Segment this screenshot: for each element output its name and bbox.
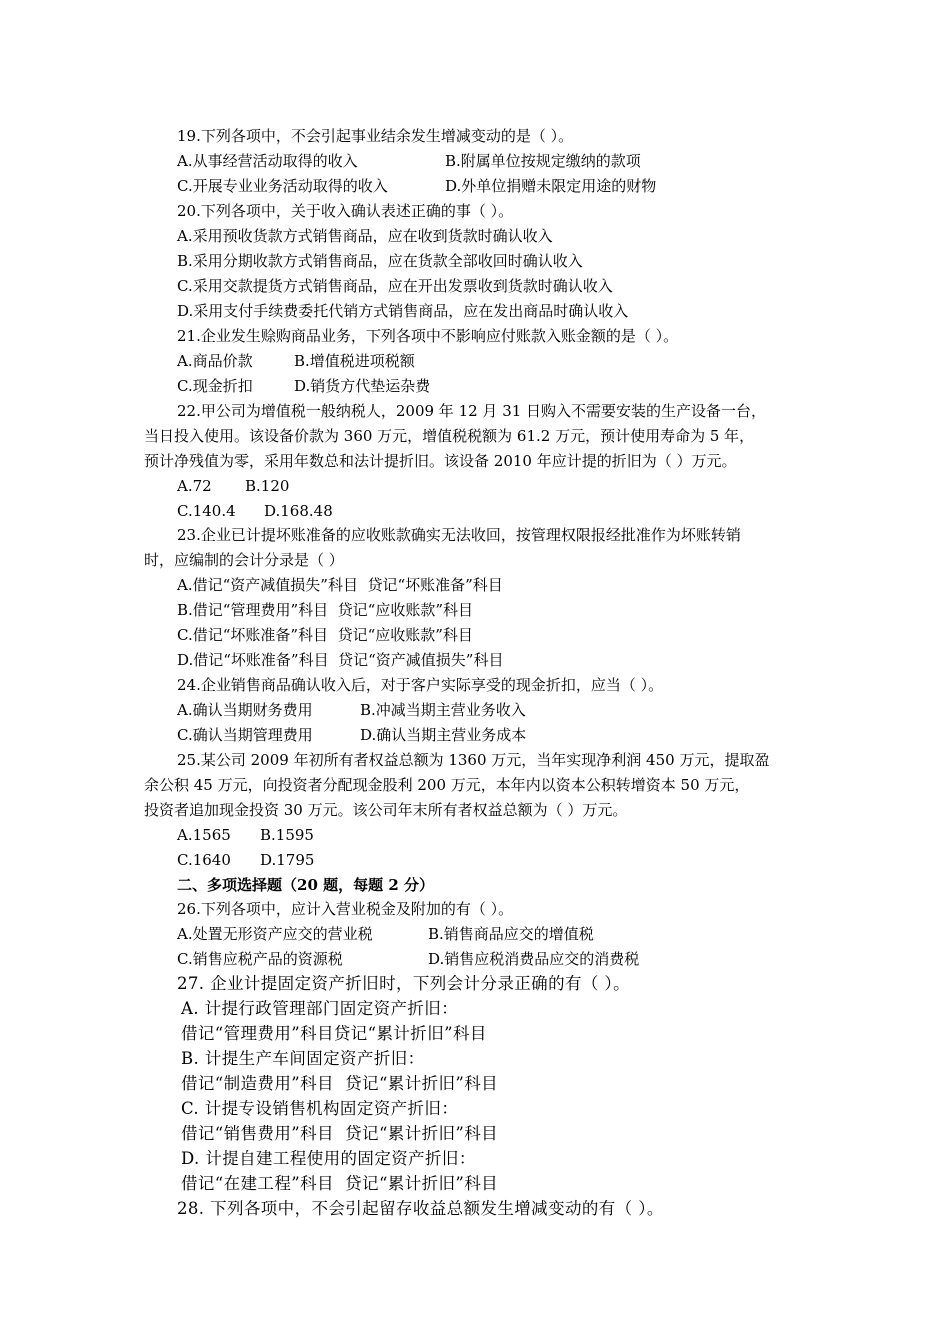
question-23-line-2: 时，应编制的会计分录是（ ） [144,551,344,569]
question-19-option-b: B.附属单位按规定缴纳的款项 [445,152,641,170]
question-25-option-a: A.1565 [177,826,231,844]
question-26-option-c: C.销售应税产品的资源税 [177,950,343,968]
question-23-option-a: A.借记“资产减值损失”科目 贷记“坏账准备”科目 [177,576,503,594]
question-24-option-a: A.确认当期财务费用 [177,701,313,719]
question-23-option-d: D.借记“坏账准备”科目 贷记“资产减值损失”科目 [177,651,504,669]
question-23-line-1: 23.企业已计提坏账准备的应收账款确实无法收回，按管理权限报经批准作为坏账转销 [177,526,741,544]
question-27-option-c: C. 计提专设销售机构固定资产折旧： [181,1099,459,1118]
question-22-line-1: 22.甲公司为增值税一般纳税人，2009 年 12 月 31 日购入不需要安装的生产设备一台， [177,402,767,420]
question-22-option-b: B.120 [245,477,290,495]
question-26-option-b: B.销售商品应交的增值税 [428,925,594,943]
question-23-option-c: C.借记“坏账准备”科目 贷记“应收账款”科目 [177,626,473,644]
question-27-option-a: A. 计提行政管理部门固定资产折旧： [181,999,459,1018]
question-27-option-a-entry: 借记“管理费用”科目贷记“累计折旧”科目 [181,1024,487,1043]
question-21-option-d: D.销货方代垫运杂费 [294,377,431,395]
question-20-option-b: B.采用分期收款方式销售商品，应在货款全部收回时确认收入 [177,252,583,270]
question-25-line-2: 余公积 45 万元，向投资者分配现金股利 200 万元，本年内以资本公积转增资本 50 万元， [144,776,750,794]
question-19-option-a: A.从事经营活动取得的收入 [177,152,358,170]
question-26-option-a: A.处置无形资产应交的营业税 [177,925,373,943]
question-23-option-b: B.借记“管理费用”科目 贷记“应收账款”科目 [177,601,474,619]
question-21-option-b: B.增值税进项税额 [294,352,415,370]
question-21-stem: 21.企业发生赊购商品业务，下列各项中不影响应付账款入账金额的是（ ）。 [177,327,679,345]
question-27-option-d: D. 计提自建工程使用的固定资产折旧： [181,1149,476,1168]
question-24-option-b: B.冲减当期主营业务收入 [360,701,526,719]
question-21-option-a: A.商品价款 [177,352,253,370]
question-20-stem: 20.下列各项中，关于收入确认表述正确的事（ ）。 [177,202,514,220]
question-20-option-a: A.采用预收货款方式销售商品，应在收到货款时确认收入 [177,227,553,245]
question-25-line-1: 25.某公司 2009 年初所有者权益总额为 1360 万元，当年实现净利润 450 万元，提取盈 [177,751,770,769]
question-27-option-d-entry: 借记“在建工程”科目 贷记“累计折旧”科目 [181,1174,499,1193]
question-24-stem: 24.企业销售商品确认收入后，对于客户实际享受的现金折扣，应当（ ）。 [177,676,664,694]
question-22-line-2: 当日投入使用。该设备价款为 360 万元，增值税税额为 61.2 万元，预计使用寿命为 5 年， [144,427,755,445]
question-25-option-c: C.1640 [177,851,231,869]
question-22-line-3: 预计净残值为零，采用年数总和法计提折旧。该设备 2010 年应计提的折旧为（ ）万元。 [144,452,737,470]
question-24-option-c: C.确认当期管理费用 [177,726,313,744]
question-22-option-c: C.140.4 [177,502,236,520]
question-20-option-c: C.采用交款提货方式销售商品，应在开出发票收到货款时确认收入 [177,277,613,295]
question-25-option-d: D.1795 [260,851,315,869]
question-22-option-a: A.72 [177,477,212,495]
question-26-option-d: D.销售应税消费品应交的消费税 [428,950,640,968]
question-27-option-c-entry: 借记“销售费用”科目 贷记“累计折旧”科目 [181,1124,499,1143]
question-21-option-c: C.现金折扣 [177,377,253,395]
question-19-option-d: D.外单位捐赠未限定用途的财物 [445,177,657,195]
question-27-stem: 27. 企业计提固定资产折旧时，下列会计分录正确的有（ ）。 [177,974,630,993]
question-25-line-3: 投资者追加现金投资 30 万元。该公司年末所有者权益总额为（ ）万元。 [144,801,628,819]
question-25-option-b: B.1595 [260,826,314,844]
question-19-option-c: C.开展专业业务活动取得的收入 [177,177,388,195]
question-27-option-b: B. 计提生产车间固定资产折旧： [181,1049,425,1068]
question-28-stem: 28. 下列各项中，不会引起留存收益总额发生增减变动的有（ ）。 [177,1199,664,1218]
question-19-stem: 19.下列各项中，不会引起事业结余发生增减变动的是（ ）。 [177,127,574,145]
question-20-option-d: D.采用支付手续费委托代销方式销售商品，应在发出商品时确认收入 [177,302,629,320]
question-22-option-d: D.168.48 [264,502,333,520]
question-27-option-b-entry: 借记“制造费用”科目 贷记“累计折旧”科目 [181,1074,499,1093]
question-24-option-d: D.确认当期主营业务成本 [360,726,527,744]
section-2-heading: 二、多项选择题（20 题，每题 2 分） [177,876,434,894]
question-26-stem: 26.下列各项中，应计入营业税金及附加的有（ ）。 [177,900,514,918]
